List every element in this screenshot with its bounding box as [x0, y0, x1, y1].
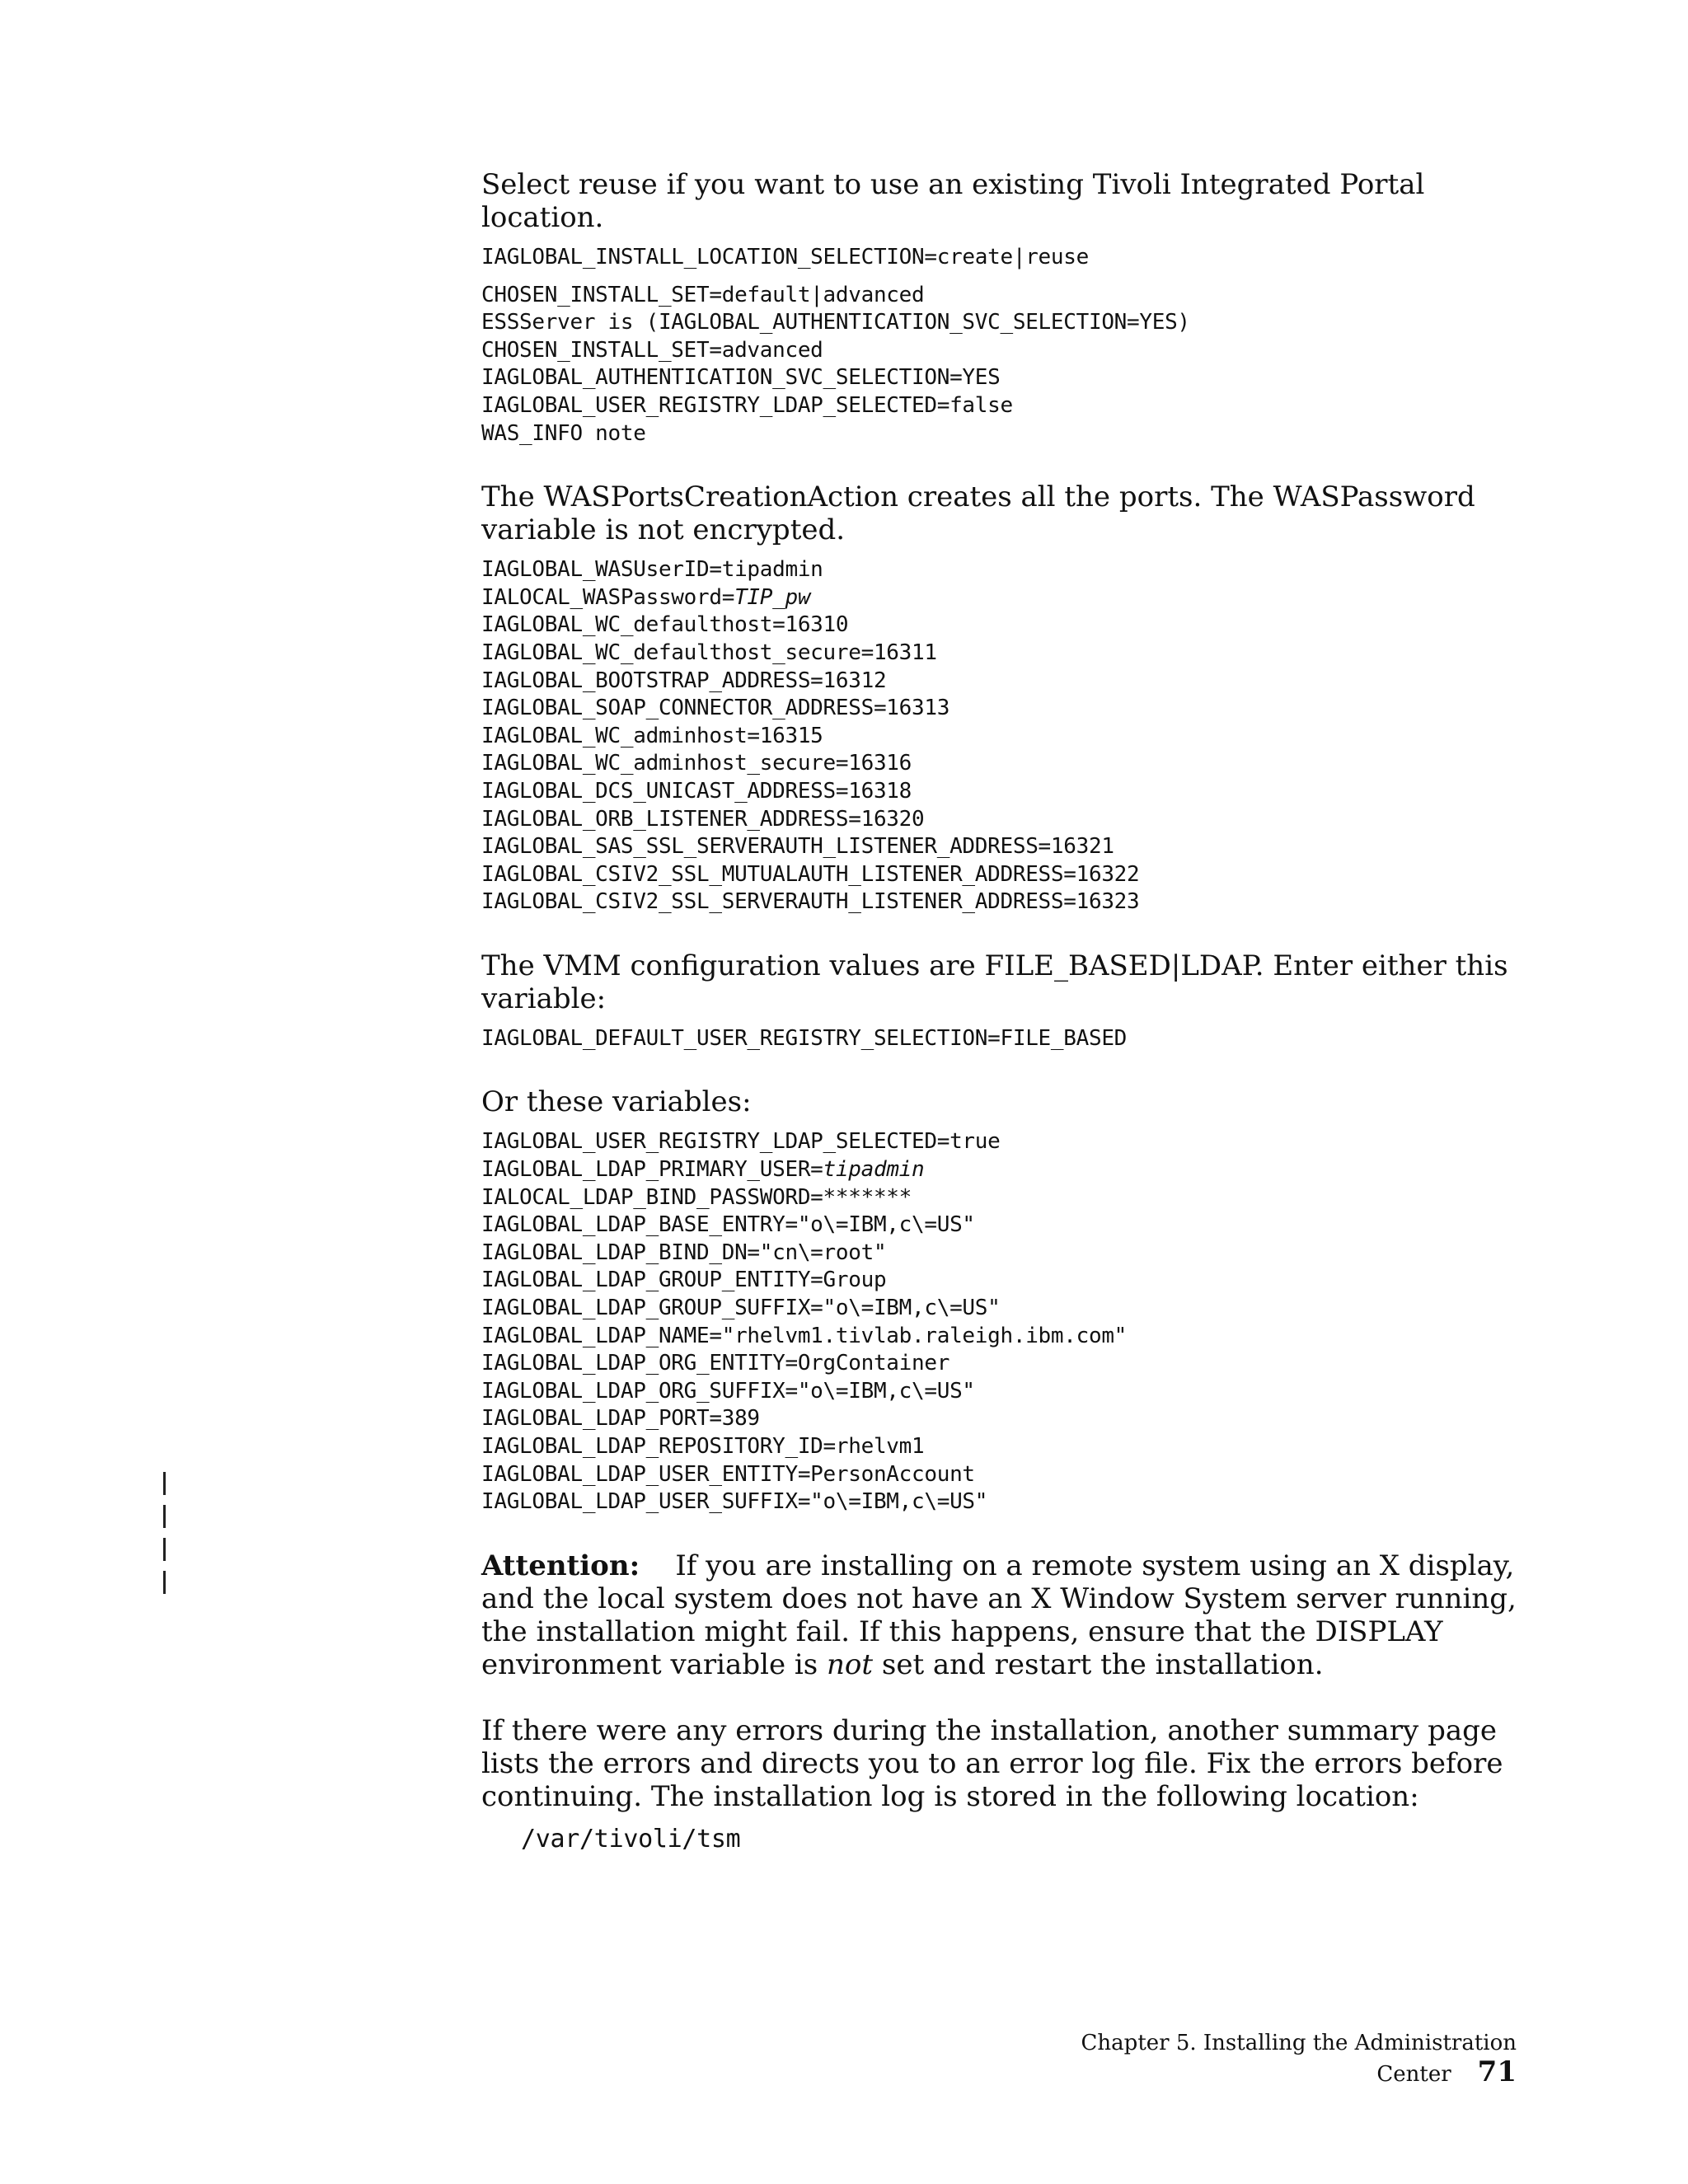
code-line: IAGLOBAL_WC_defaulthost_secure=16311	[481, 640, 937, 665]
change-bar	[163, 1505, 166, 1528]
code-line: IALOCAL_LDAP_BIND_PASSWORD=*******	[481, 1184, 912, 1210]
code-line: IAGLOBAL_LDAP_USER_ENTITY=PersonAccount	[481, 1461, 975, 1487]
code-line: IAGLOBAL_SAS_SSL_SERVERAUTH_LISTENER_ADDRESS=16321	[481, 834, 1114, 860]
code-line: IAGLOBAL_WC_defaulthost=16310	[481, 612, 849, 638]
code-line: CHOSEN_INSTALL_SET=advanced	[481, 337, 823, 363]
code-line: IAGLOBAL_DCS_UNICAST_ADDRESS=16318	[481, 778, 912, 804]
code-placeholder: TIP_pw	[734, 584, 811, 610]
code-line: IAGLOBAL_LDAP_ORG_SUFFIX="o\=IBM,c\=US"	[481, 1378, 975, 1404]
code-line: CHOSEN_INSTALL_SET=default|advanced	[481, 282, 925, 307]
code-text: IAGLOBAL_LDAP_PRIMARY_USER=	[481, 1157, 823, 1183]
code-line: IAGLOBAL_BOOTSTRAP_ADDRESS=16312	[481, 668, 887, 693]
errors-text: If there were any errors during the installation, another summary page lists the errors and directs you to an error log file. Fix the errors before continuing. The installation log is stored in the following location:	[481, 1713, 1512, 1813]
code-line: IAGLOBAL_LDAP_ORG_ENTITY=OrgContainer	[481, 1351, 950, 1376]
install-location-code: IAGLOBAL_INSTALL_LOCATION_SELECTION=create|reuse	[481, 245, 1089, 269]
reuse-intro-text: Select reuse if you want to use an existing Tivoli Integrated Portal location.	[481, 168, 1434, 234]
code-line: IAGLOBAL_USER_REGISTRY_LDAP_SELECTED=false	[481, 392, 1013, 418]
code-line: IAGLOBAL_LDAP_GROUP_SUFFIX="o\=IBM,c\=US"	[481, 1296, 1001, 1321]
ports-intro-text: The WASPortsCreationAction creates all the ports. The WASPassword variable is not encrypted.	[481, 480, 1484, 547]
code-line: IAGLOBAL_LDAP_GROUP_ENTITY=Group	[481, 1268, 887, 1293]
log-path: /var/tivoli/tsm	[521, 1824, 741, 1854]
code-line: IAGLOBAL_LDAP_BASE_ENTRY="o\=IBM,c\=US"	[481, 1212, 975, 1238]
footer-chapter-title: Chapter 5. Installing the Administration Center	[1081, 2031, 1517, 2087]
code-line: IAGLOBAL_LDAP_PORT=389	[481, 1406, 760, 1432]
attention-label: Attention:	[481, 1549, 640, 1582]
code-line: IAGLOBAL_WASUserID=tipadmin	[481, 557, 823, 583]
code-line: WAS_INFO note	[481, 420, 646, 446]
code-text: IALOCAL_WASPassword=	[481, 584, 735, 610]
code-line: IAGLOBAL_AUTHENTICATION_SVC_SELECTION=YES	[481, 365, 1001, 391]
code-line-password	[481, 584, 1536, 612]
install-set-code-block	[481, 282, 1536, 448]
code-line: IAGLOBAL_ORB_LISTENER_ADDRESS=16320	[481, 806, 925, 832]
vmm-intro-text: The VMM configuration values are FILE_BASED|LDAP. Enter either this variable:	[481, 949, 1517, 1015]
code-line: IAGLOBAL_LDAP_USER_SUFFIX="o\=IBM,c\=US"	[481, 1489, 988, 1515]
page-footer	[956, 2031, 1517, 2088]
page-body	[481, 168, 1536, 1856]
registry-selection-code: IAGLOBAL_DEFAULT_USER_REGISTRY_SELECTION=FILE_BASED	[481, 1025, 1128, 1051]
code-line-primary-user	[481, 1156, 1536, 1184]
ports-code-block	[481, 556, 1536, 916]
ldap-code-block	[481, 1128, 1536, 1516]
code-line: IAGLOBAL_WC_adminhost=16315	[481, 723, 823, 748]
code-line: IAGLOBAL_CSIV2_SSL_MUTUALAUTH_LISTENER_ADDRESS=16322	[481, 861, 1140, 887]
code-line: IAGLOBAL_LDAP_REPOSITORY_ID=rhelvm1	[481, 1434, 925, 1459]
change-bar	[163, 1472, 166, 1495]
code-line: IAGLOBAL_WC_adminhost_secure=16316	[481, 751, 912, 776]
attention-text-end: set and restart the installation.	[873, 1647, 1324, 1681]
attention-emphasis: not	[827, 1647, 874, 1681]
code-line: IAGLOBAL_USER_REGISTRY_LDAP_SELECTED=true	[481, 1129, 1001, 1155]
ldap-intro-text: Or these variables:	[481, 1085, 752, 1119]
code-line: IAGLOBAL_LDAP_NAME="rhelvm1.tivlab.raleigh.ibm.com"	[481, 1323, 1128, 1348]
attention-text: If you are installing on a remote system using an X display, and the local system does not have an X Window System server running, the installation might fail. If this happens, ensure that the DISPLAY environment variable is	[481, 1549, 1526, 1681]
code-line: ESSServer is (IAGLOBAL_AUTHENTICATION_SVC_SELECTION=YES)	[481, 310, 1190, 335]
change-bar	[163, 1571, 166, 1594]
page-number: 71	[1477, 2055, 1517, 2088]
code-placeholder: tipadmin	[823, 1157, 925, 1183]
attention-note	[481, 1549, 1536, 1681]
change-bar	[163, 1538, 166, 1561]
code-line: IAGLOBAL_LDAP_BIND_DN="cn\=root"	[481, 1240, 887, 1265]
code-line: IAGLOBAL_SOAP_CONNECTOR_ADDRESS=16313	[481, 696, 950, 721]
code-line: IAGLOBAL_CSIV2_SSL_SERVERAUTH_LISTENER_ADDRESS=16323	[481, 889, 1140, 915]
